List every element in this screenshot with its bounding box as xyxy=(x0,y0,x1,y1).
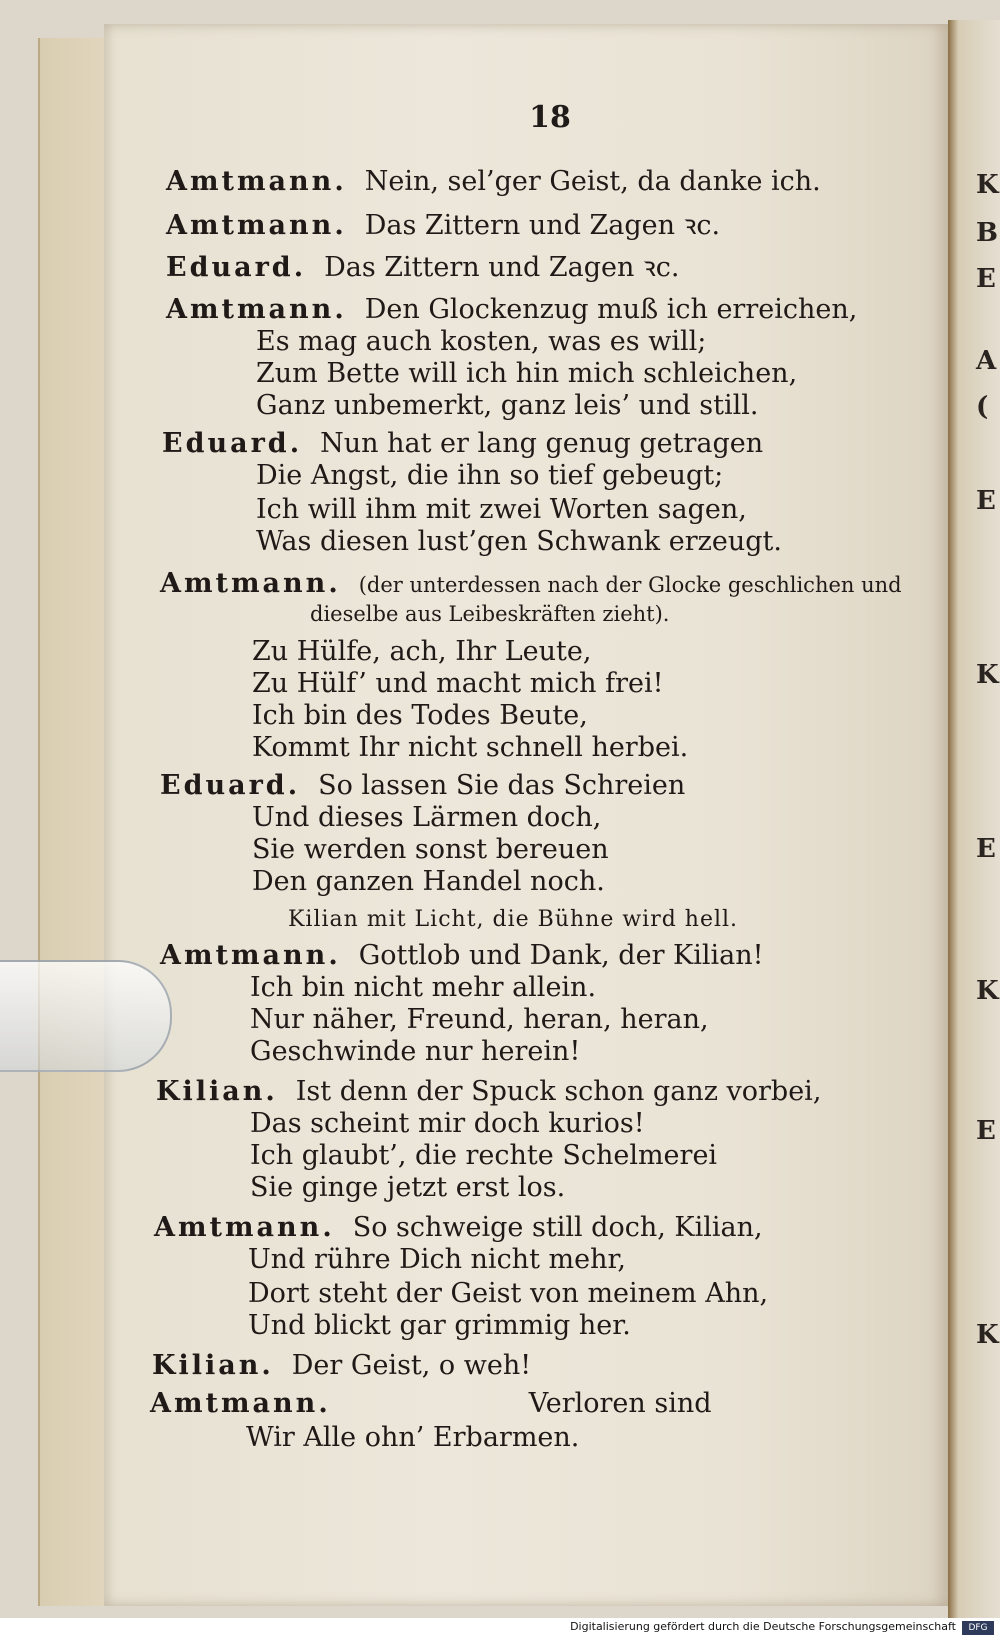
verse-line xyxy=(250,972,596,1004)
verse-line xyxy=(256,494,747,526)
stage-direction-line xyxy=(288,904,738,936)
verse-text: Das Zittern und Zagen ꝛc. xyxy=(364,210,721,241)
verse-line xyxy=(166,166,821,198)
facing-page-letter: E xyxy=(976,486,996,516)
verse-text: Nun hat er lang genug getragen xyxy=(320,428,764,459)
page-holder-clip xyxy=(0,960,172,1072)
verse-line xyxy=(252,732,688,764)
speaker-name: Kilian. xyxy=(152,1350,274,1381)
speaker-name: Amtmann. xyxy=(166,294,347,325)
verse-text: Wir Alle ohn’ Erbarmen. xyxy=(246,1422,580,1453)
verse-text: Ich will ihm mit zwei Worten sagen, xyxy=(256,494,747,525)
speaker-name: Amtmann. xyxy=(166,210,347,241)
verse-text: Der Geist, o weh! xyxy=(291,1350,532,1381)
verse-text: Nein, sel’ger Geist, da danke ich. xyxy=(364,166,821,197)
verse-text: Sie ginge jetzt erst los. xyxy=(250,1172,566,1203)
verse-line xyxy=(150,1388,712,1420)
verse-line xyxy=(252,834,609,866)
stage-direction: dieselbe aus Leibeskräften zieht). xyxy=(310,602,670,626)
verse-line xyxy=(252,668,663,700)
verse-line xyxy=(256,390,758,422)
stage-direction-line xyxy=(310,598,669,630)
verse-text: Zu Hülfe, ach, Ihr Leute, xyxy=(252,636,592,667)
verse-text: Es mag auch kosten, was es will; xyxy=(256,326,707,357)
verse-text: Dort steht der Geist von meinem Ahn, xyxy=(248,1278,769,1309)
verse-text: Das scheint mir doch kurios! xyxy=(250,1108,645,1139)
verse-line xyxy=(250,1108,645,1140)
verse-text: Ganz unbemerkt, ganz leis’ und still. xyxy=(256,390,759,421)
verse-text: Den Glockenzug muß ich erreichen, xyxy=(364,294,858,325)
speaker-name: Amtmann. xyxy=(150,1388,331,1419)
verse-text: Ich bin des Todes Beute, xyxy=(252,700,588,731)
facing-page-letter: K xyxy=(976,976,999,1006)
verse-line xyxy=(152,1350,531,1382)
verse-text: Das Zittern und Zagen ꝛc. xyxy=(324,252,680,283)
verse-text: Nur näher, Freund, heran, heran, xyxy=(250,1004,709,1035)
facing-page-letter: A xyxy=(976,346,997,376)
verse-text: Kommt Ihr nicht schnell herbei. xyxy=(252,732,689,763)
verse-text: Die Angst, die ihn so tief gebeugt; xyxy=(256,460,724,491)
verse-text: Ich glaubt’, die rechte Schelmerei xyxy=(250,1140,718,1171)
verse-line xyxy=(250,1172,565,1204)
speaker-name: Amtmann. xyxy=(166,166,347,197)
verse-text: So schweige still doch, Kilian, xyxy=(352,1212,763,1243)
verse-line xyxy=(246,1422,579,1454)
facing-page-edge xyxy=(948,20,1000,1620)
speaker-name: Kilian. xyxy=(156,1076,278,1107)
verse-line xyxy=(252,866,605,898)
verse-line xyxy=(160,770,685,802)
verse-text: Ich bin nicht mehr allein. xyxy=(250,972,597,1003)
verse-line xyxy=(166,210,720,242)
speaker-name: Eduard. xyxy=(162,428,303,459)
speaker-name: Eduard. xyxy=(160,770,301,801)
verse-text: Und blickt gar grimmig her. xyxy=(248,1310,631,1341)
verse-text: Und rühre Dich nicht mehr, xyxy=(248,1244,626,1275)
verse-text: Gottlob und Dank, der Kilian! xyxy=(358,940,764,971)
facing-page-letter: ( xyxy=(976,392,989,422)
facing-page-letter: K xyxy=(976,660,999,690)
verse-text: Verloren sind xyxy=(528,1388,712,1419)
facing-page-letter: K xyxy=(976,1320,999,1350)
verse-line xyxy=(250,1036,580,1068)
facing-page-letter: B xyxy=(976,218,998,248)
verse-line xyxy=(256,358,797,390)
verse-line xyxy=(248,1278,768,1310)
facing-page-letter: E xyxy=(976,834,996,864)
facing-page-letter: E xyxy=(976,264,996,294)
page-number: 18 xyxy=(529,100,571,135)
verse-line xyxy=(252,700,588,732)
verse-line xyxy=(156,1076,821,1108)
verse-text: Den ganzen Handel noch. xyxy=(252,866,605,897)
speaker-name: Amtmann. xyxy=(160,940,341,971)
verse-line xyxy=(166,252,679,284)
stage-direction-line xyxy=(160,568,902,601)
speaker-name: Eduard. xyxy=(166,252,307,283)
stage-direction: Kilian mit Licht, die Bühne wird hell. xyxy=(288,907,739,932)
facing-page-letter: K xyxy=(976,170,999,200)
verse-text: Zu Hülf’ und macht mich frei! xyxy=(252,668,664,699)
speaker-name: Amtmann. xyxy=(160,568,341,599)
verse-line xyxy=(250,1004,709,1036)
digitization-credit: Digitalisierung gefördert durch die Deutsche Forschungsgemeinschaft xyxy=(570,1620,956,1633)
verse-line xyxy=(256,460,723,492)
verse-text: So lassen Sie das Schreien xyxy=(318,770,686,801)
verse-line xyxy=(252,802,601,834)
verse-text: Was diesen lust’gen Schwank erzeugt. xyxy=(256,526,782,557)
verse-line xyxy=(160,940,763,972)
verse-line xyxy=(256,326,706,358)
verse-text: Geschwinde nur herein! xyxy=(250,1036,581,1067)
verse-text: Sie werden sonst bereuen xyxy=(252,834,609,865)
verse-line xyxy=(248,1244,626,1276)
verse-line xyxy=(250,1140,717,1172)
verse-text: Und dieses Lärmen doch, xyxy=(252,802,602,833)
verse-line xyxy=(252,636,591,668)
verse-line xyxy=(154,1212,763,1244)
verse-text: Ist denn der Spuck schon ganz vorbei, xyxy=(295,1076,822,1107)
stage-direction: (der unterdessen nach der Glocke geschlichen und xyxy=(358,573,902,597)
speaker-name: Amtmann. xyxy=(154,1212,335,1243)
verse-line xyxy=(166,294,857,326)
verse-text: Zum Bette will ich hin mich schleichen, xyxy=(256,358,798,389)
facing-page-letter: E xyxy=(976,1116,996,1146)
verse-line xyxy=(162,428,763,460)
verse-line xyxy=(248,1310,631,1342)
verse-line xyxy=(256,526,782,558)
dfg-logo: DFG xyxy=(962,1621,994,1635)
